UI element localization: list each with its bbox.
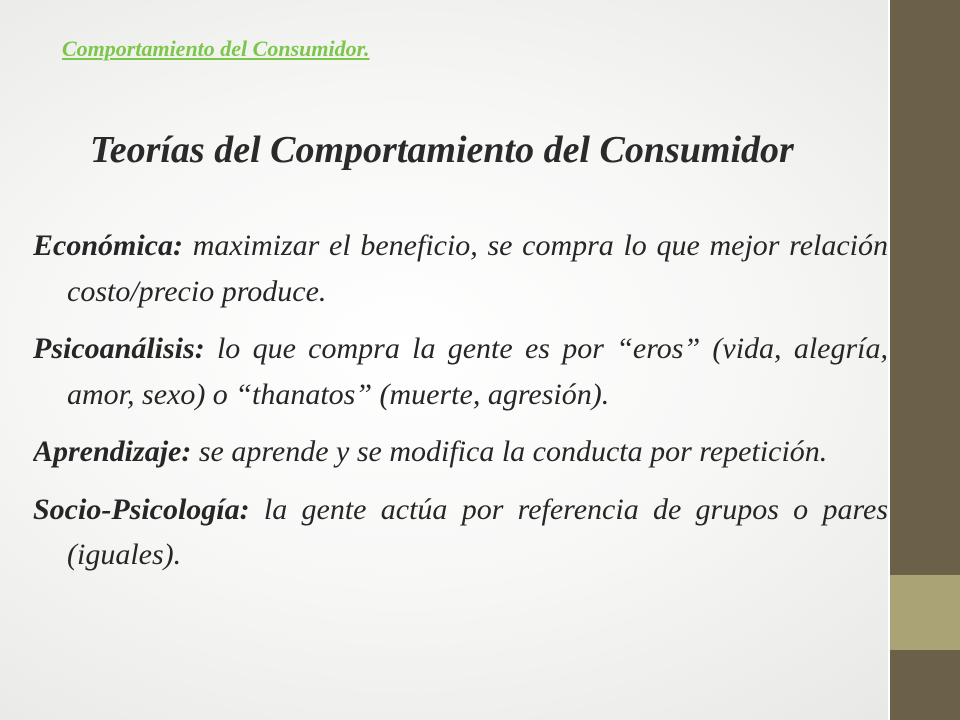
theory-description: lo que compra la gente es por “eros” (vida, alegría, amor, sexo) o “thanatos” (muerte, agresión). <box>67 332 888 411</box>
theory-term: Económica: <box>33 229 183 262</box>
theory-aprendizaje <box>33 429 888 475</box>
theories-list <box>33 223 888 590</box>
theory-description: maximizar el beneficio, se compra lo que mejor relación costo/precio produce. <box>67 229 888 308</box>
theory-term: Socio-Psicología: <box>33 492 250 526</box>
side-accent-block <box>890 575 960 650</box>
header-link[interactable]: Comportamiento del Consumidor. <box>62 36 370 61</box>
theory-socio-psicologia <box>33 487 888 578</box>
theory-psicoanalisis <box>33 326 888 417</box>
side-band-divider <box>888 0 890 720</box>
theory-description: la gente actúa por referencia de grupos o pares (iguales). <box>67 492 888 571</box>
theory-term: Psicoanálisis: <box>33 332 205 365</box>
theory-description: se aprende y se modifica la conducta por repetición. <box>198 435 828 468</box>
slide-title: Teorías del Comportamiento del Consumidor <box>90 129 794 171</box>
theory-economica <box>33 223 888 314</box>
theory-term: Aprendizaje: <box>33 435 192 468</box>
